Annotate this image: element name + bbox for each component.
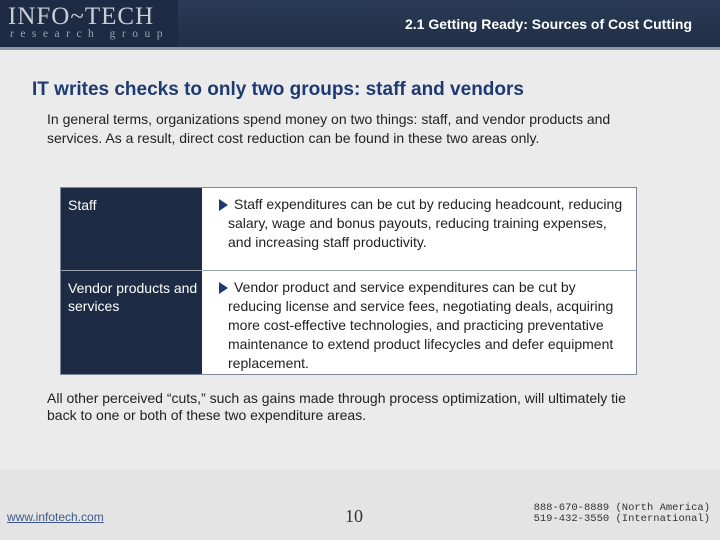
section-title: 2.1 Getting Ready: Sources of Cost Cutting xyxy=(404,16,692,32)
header-bar xyxy=(0,0,720,47)
logo-tagline: research group xyxy=(10,28,170,40)
expenditure-table xyxy=(60,187,637,375)
row-label-vendor: Vendor products and services xyxy=(61,271,202,374)
row-label-staff: Staff xyxy=(61,188,202,270)
header-divider xyxy=(0,47,720,50)
row-description-vendor: Vendor product and service expenditures can be cut by reducing license and service fees, negotiating deals, acquiring more cost-effective technologies, and practicing preventative maintenance to extend product lifecycles and defer equipment replacement. xyxy=(228,279,614,371)
play-arrow-icon xyxy=(219,199,228,211)
play-arrow-icon xyxy=(219,282,228,294)
closing-paragraph: All other perceived “cuts,” such as gains made through process optimization, will ultimately tie back to one or both of these two expenditure areas. xyxy=(47,390,626,423)
phone-north-america: 888-670-8889 (North America) xyxy=(533,502,710,514)
slide-title: IT writes checks to only two groups: staff and vendors xyxy=(32,79,524,100)
logo-wordmark: INFO~TECH xyxy=(8,3,155,30)
footer xyxy=(0,470,720,540)
row-text-staff xyxy=(202,188,636,270)
contact-phones xyxy=(534,503,710,525)
row-text-vendor xyxy=(202,271,636,374)
website-link[interactable]: www.infotech.com xyxy=(7,510,104,524)
intro-paragraph: In general terms, organizations spend money on two things: staff, and vendor products and services. As a result, direct cost reduction can be found in these two areas only. xyxy=(47,111,611,146)
page-number: 10 xyxy=(345,506,363,526)
row-description-staff: Staff expenditures can be cut by reducing headcount, reducing salary, wage and bonus payouts, reducing training expenses, and increasing staff productivity. xyxy=(228,196,623,250)
phone-international: 519-432-3550 (International) xyxy=(533,513,710,525)
infotech-logo xyxy=(0,0,178,47)
